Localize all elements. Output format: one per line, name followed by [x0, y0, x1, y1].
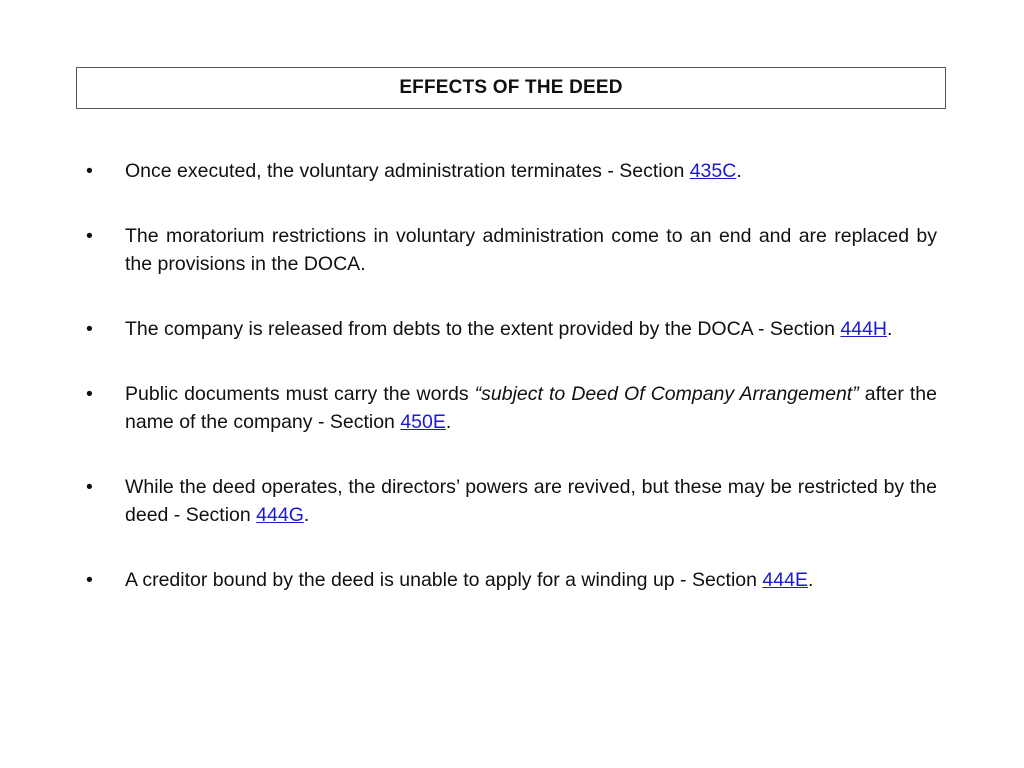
doca-quoted-words: “subject to Deed Of Company Arrangement” [474, 383, 859, 405]
bullet-end-punctuation: . [736, 160, 742, 182]
bullet-item-directors-powers-revived [86, 473, 937, 529]
section-link-444h[interactable]: 444H [840, 318, 887, 340]
bullet-body-text: The moratorium restrictions in voluntary administration come to an end and are replaced by the provisions in the DOCA. [125, 225, 937, 275]
section-link-444g[interactable]: 444G [256, 504, 304, 526]
bullet-body-text: A creditor bound by the deed is unable to apply for a winding up - Section [125, 569, 763, 591]
bullet-point-icon: • [86, 225, 93, 247]
bullet-item-public-documents-wording [86, 380, 937, 436]
bullet-text [125, 157, 937, 185]
bullet-item-voluntary-administration-terminates [86, 157, 937, 185]
slide-title-box [76, 67, 946, 109]
bullet-list [86, 157, 937, 631]
section-link-435c[interactable]: 435C [689, 160, 737, 182]
section-link-444e[interactable]: 444E [762, 569, 808, 591]
section-link-450e[interactable]: 450E [400, 411, 446, 433]
bullet-point-icon: • [86, 569, 93, 591]
bullet-body-text: Once executed, the voluntary administration terminates - Section [125, 160, 690, 182]
slide-title: EFFECTS OF THE DEED [399, 77, 623, 98]
bullet-text [125, 222, 937, 278]
bullet-end-punctuation: . [807, 569, 814, 591]
bullet-end-punctuation: . [303, 504, 310, 526]
bullet-text [125, 473, 937, 529]
bullet-text [125, 315, 937, 343]
bullet-item-moratorium-restrictions [86, 222, 937, 278]
bullet-point-icon: • [86, 476, 93, 498]
bullet-body-text: While the deed operates, the directors’ powers are revived, but these may be restricted by the deed - Section [125, 476, 937, 526]
bullet-point-icon: • [86, 318, 93, 340]
bullet-body-text: The company is released from debts to the extent provided by the DOCA - Section [125, 318, 841, 340]
bullet-body-text: Public documents must carry the words [125, 383, 475, 405]
bullet-text [125, 566, 937, 594]
bullet-item-creditor-winding-up [86, 566, 937, 594]
bullet-end-punctuation: . [887, 318, 893, 340]
bullet-item-company-released-from-debts [86, 315, 937, 343]
bullet-point-icon: • [86, 160, 93, 182]
bullet-text [125, 380, 937, 436]
bullet-end-punctuation: . [445, 411, 452, 433]
bullet-body-text-continued: after the name of the company - Section [125, 383, 937, 433]
bullet-point-icon: • [86, 383, 93, 405]
